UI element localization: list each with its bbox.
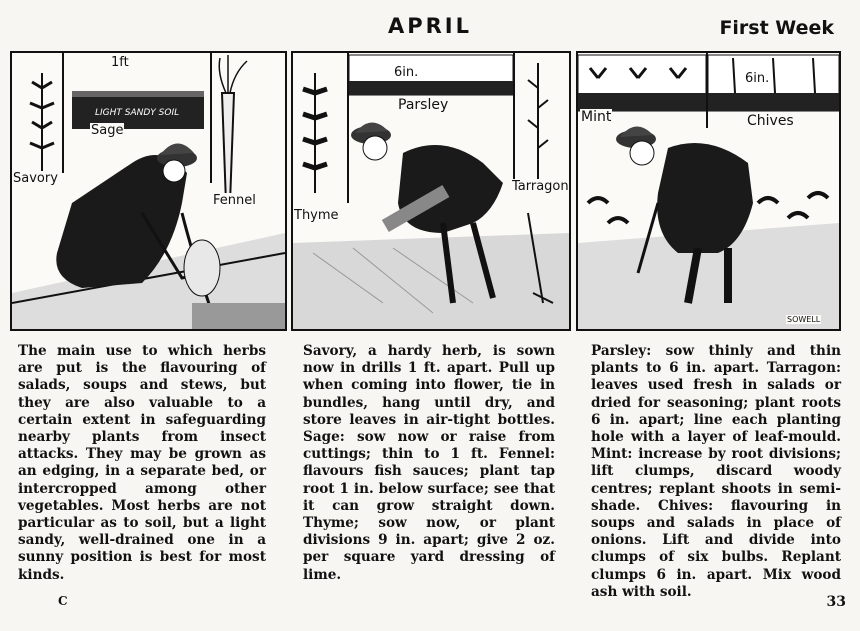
fennel-label: Fennel: [213, 193, 256, 208]
signature-mark: C: [58, 594, 68, 608]
mint-label: Mint: [581, 109, 612, 125]
gardener-planting-illustration: [578, 53, 839, 329]
thyme-label: Thyme: [294, 208, 339, 223]
soil-label: LIGHT SANDY SOIL: [95, 108, 180, 118]
page-subtitle-week: First Week: [719, 17, 834, 39]
parsley-label: Parsley: [398, 97, 449, 113]
body-text-column-3: Parsley: sow thinly and thin plants to 6 in. apart. Tarragon: leaves used fresh in salads or dried for seasoning; plant roots 6 in. apart; line each planting hole with a layer of leaf-mould. Mint: increase by root divisions; lift clumps, discard woody centres; replant shoots in semi-shade. Chives: flavouring in soups and salads in place of onions. Lift and divide into clumps of six bulbs. Replant clumps 6 in. apart. Mix wood ash with soil.: [591, 343, 841, 600]
page-number: 33: [826, 594, 846, 610]
tarragon-label: Tarragon: [512, 179, 569, 194]
page-title-month: APRIL: [387, 14, 472, 38]
body-text-column-1: The main use to which herbs are put is the flavouring of salads, soups and stews, but they are also valuable to a certain extent in safeguarding nearby plants from insect attacks. They may be grown as an edging, in a separate bed, or intercropped among other vegetables. Most herbs are not particular as to soil, but a light sandy, well-drained one in a sunny position is best for most kinds.: [18, 343, 266, 583]
savory-label: Savory: [13, 171, 58, 186]
sage-label: Sage: [91, 123, 124, 138]
body-text-column-2: Savory, a hardy herb, is sown now in drills 1 ft. apart. Pull up when coming into flower, tie in bundles, hang until dry, and store leaves in air-tight bottles. Sage: sow now or raise from cuttings; thin to 1 ft. Fennel: flavours fish sauces; plant tap root 1 in. below surface; see that it can grow straight down. Thyme; sow now, or plant divisions 9 in. apart; give 2 oz. per square yard dressing of lime.: [303, 343, 555, 583]
spacing-label: 6in.: [394, 65, 419, 80]
spacing-label: 1ft: [111, 55, 129, 70]
illustration-panel-1: [10, 51, 287, 331]
artist-signature: SOWELL: [787, 315, 821, 324]
gardener-sowing-illustration: [12, 53, 285, 329]
chives-label: Chives: [747, 113, 794, 129]
spacing-label: 6in.: [745, 71, 770, 86]
illustration-panel-2: [291, 51, 571, 331]
illustration-panel-3: [576, 51, 841, 331]
